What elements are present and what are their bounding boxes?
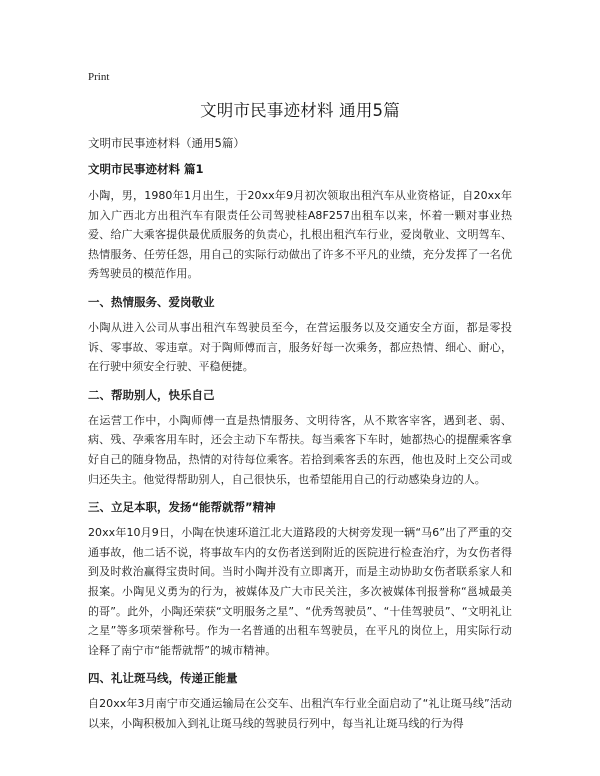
section-paragraph-4: 自20xx年3月南宁市交通运输局在公交车、出租汽车行业全面启动了“礼让斑马线”活动以来，小陶积极加入到礼让斑马线的驾驶员行列中，每当礼让斑马线的行为得 [88,697,512,730]
document-title: 文明市民事迹材料 通用5篇 [200,101,400,120]
intro-paragraph: 小陶，男，1980年1月出生，于20xx年9月初次领取出租汽车从业资格证，自20xx年加入广西北方出租汽车有限责任公司驾驶桂A8F257出租车以来，怀着一颗对事业热爱、给广大乘客提供最优质服务的负责心，扎根出租汽车行业，爱岗敬业、文明驾车、热情服务、任劳任怨，用自己的实际行动做出了许多不平凡的业绩，充分发挥了一名优秀驾驶员的模范作用。 [88,189,512,281]
article-heading: 文明市民事迹材料 篇1 [88,162,204,176]
section-heading-3: 三、立足本职，发扬“能帮就帮”精神 [88,500,276,515]
section-paragraph-1: 小陶从进入公司从事出租汽车驾驶员至今，在营运服务以及交通安全方面，都是零投诉、零事故、零违章。对于陶师傅而言，服务好每一次乘务，都应热情、细心、耐心，在行驶中须安全行驶、平稳便捷。 [88,320,512,374]
section-heading-2: 二、帮助别人，快乐自己 [88,387,215,402]
section-paragraph-2: 在运营工作中，小陶师傅一直是热情服务、文明待客，从不欺客宰客，遇到老、弱、病、残、孕乘客用车时，还会主动下车帮扶。每当乘客下车时，她都热心的提醒乘客拿好自己的随身物品，热情的对待每位乘客。若拾到乘客丢的东西，他也及时上交公司或归还失主。他觉得帮助别人，自己很快乐，也希望能用自己的行动感染身边的人。 [88,413,512,486]
document-subtitle: 文明市民事迹材料（通用5篇） [88,136,245,150]
print-label: Print [88,71,110,83]
section-heading-1: 一、热情服务、爱岗敬业 [88,294,215,309]
section-heading-4: 四、礼让斑马线，传递正能量 [88,671,238,686]
section-paragraph-3: 20xx年10月9日，小陶在快速环道江北大道路段的大树旁发现一辆“马6”出了严重的交通事故，他二话不说，将事故车内的女伤者送到附近的医院进行检查治疗，为女伤者得到及时救治赢得宝贵时间。当时小陶并没有立即离开，而是主动协助女伤者联系家人和报案。小陶见义勇为的行为，被媒体及广大市民关注，多次被媒体刊报誉称“邕城最美的哥”。此外，小陶还荣获“文明服务之星”、“优秀驾驶员”、“十佳驾驶员”、“文明礼让之星”等多项荣誉称号。作为一名普通的出租车驾驶员，在平凡的岗位上，用实际行动诠释了南宁市“能帮就帮”的城市精神。 [88,526,512,657]
